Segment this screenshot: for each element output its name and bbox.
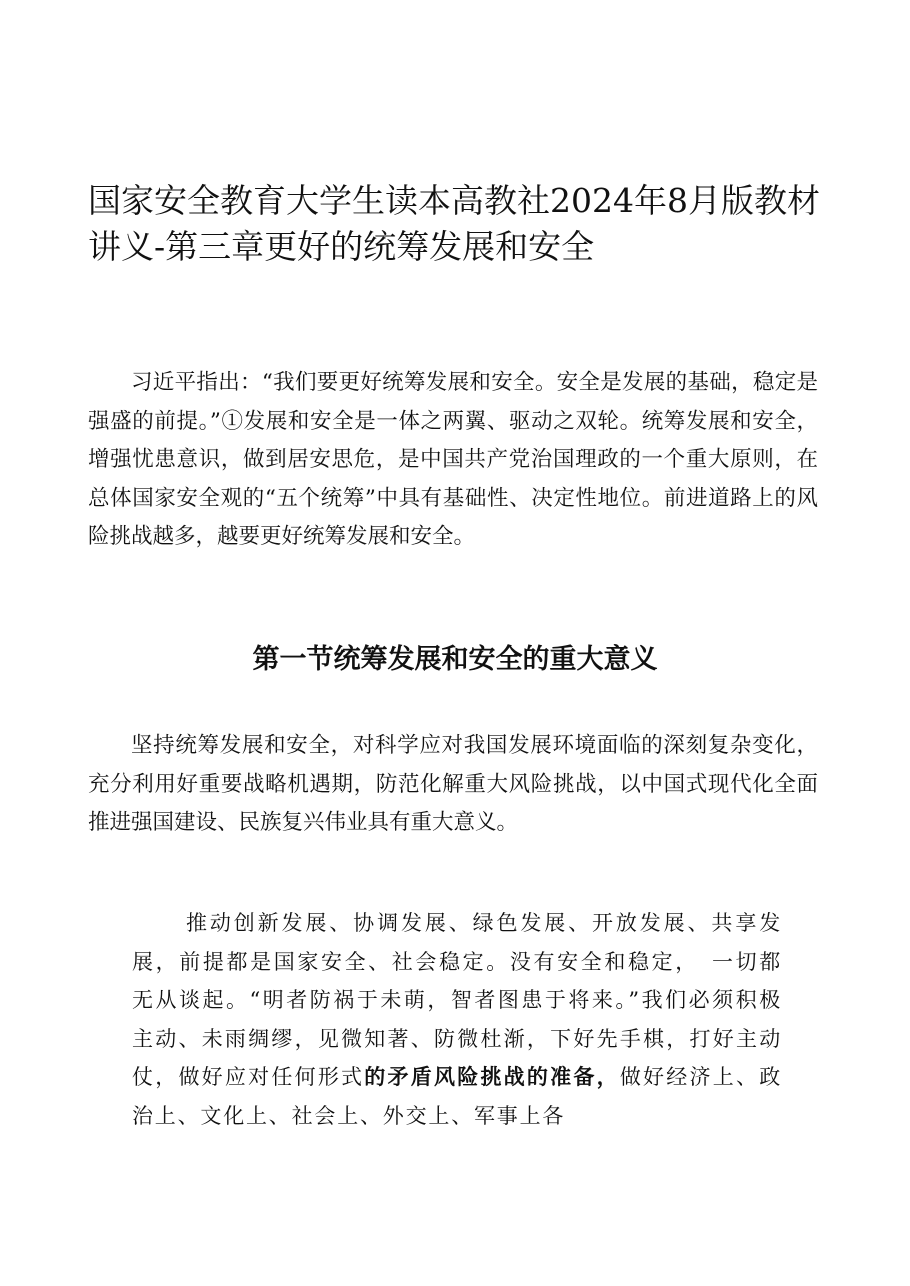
document-title: 国家安全教育大学生读本高教社2024年8月版教材讲义-第三章更好的统筹发展和安全	[88, 181, 820, 266]
intro-paragraph: 习近平指出：“我们要更好统筹发展和安全。安全是发展的基础，稳定是强盛的前提。”①发展和安全是一体之两翼、驱动之双轮。统筹发展和安全，增强忧患意识，做到居安思危，是中国共产党治国理政的一个重大原则，在总体国家安全观的“五个统筹”中具有基础性、决定性地位。前进道路上的风险挑战越多，越要更好统筹发展和安全。	[88, 370, 818, 549]
quote-text-after-bold: 做好经济上、政治上、文化上、社会上、外交上、军事上各	[132, 1065, 783, 1128]
quote-text-before-bold: 推动创新发展、协调发展、绿色发展、开放发展、共享发展，前提都是国家安全、社会稳定。没有安全和稳定， 一切都无从谈起。“明者防祸于未萌，智者图患于将来。”我们必须积极主动、未雨绸缪，见微知著、防微杜渐，下好先手棋，打好主动仗，做好应对任何形式	[132, 911, 782, 1089]
quote-paragraph	[132, 904, 782, 1135]
section-paragraph: 坚持统筹发展和安全，对科学应对我国发展环境面临的深刻复杂变化，充分利用好重要战略机遇期，防范化解重大风险挑战，以中国式现代化全面推进强国建设、民族复兴伟业具有重大意义。	[88, 733, 818, 835]
quote-bold-text: 的矛盾风险挑战的准备，	[364, 1064, 620, 1089]
section-heading: 第一节统筹发展和安全的重大意义	[252, 644, 658, 675]
